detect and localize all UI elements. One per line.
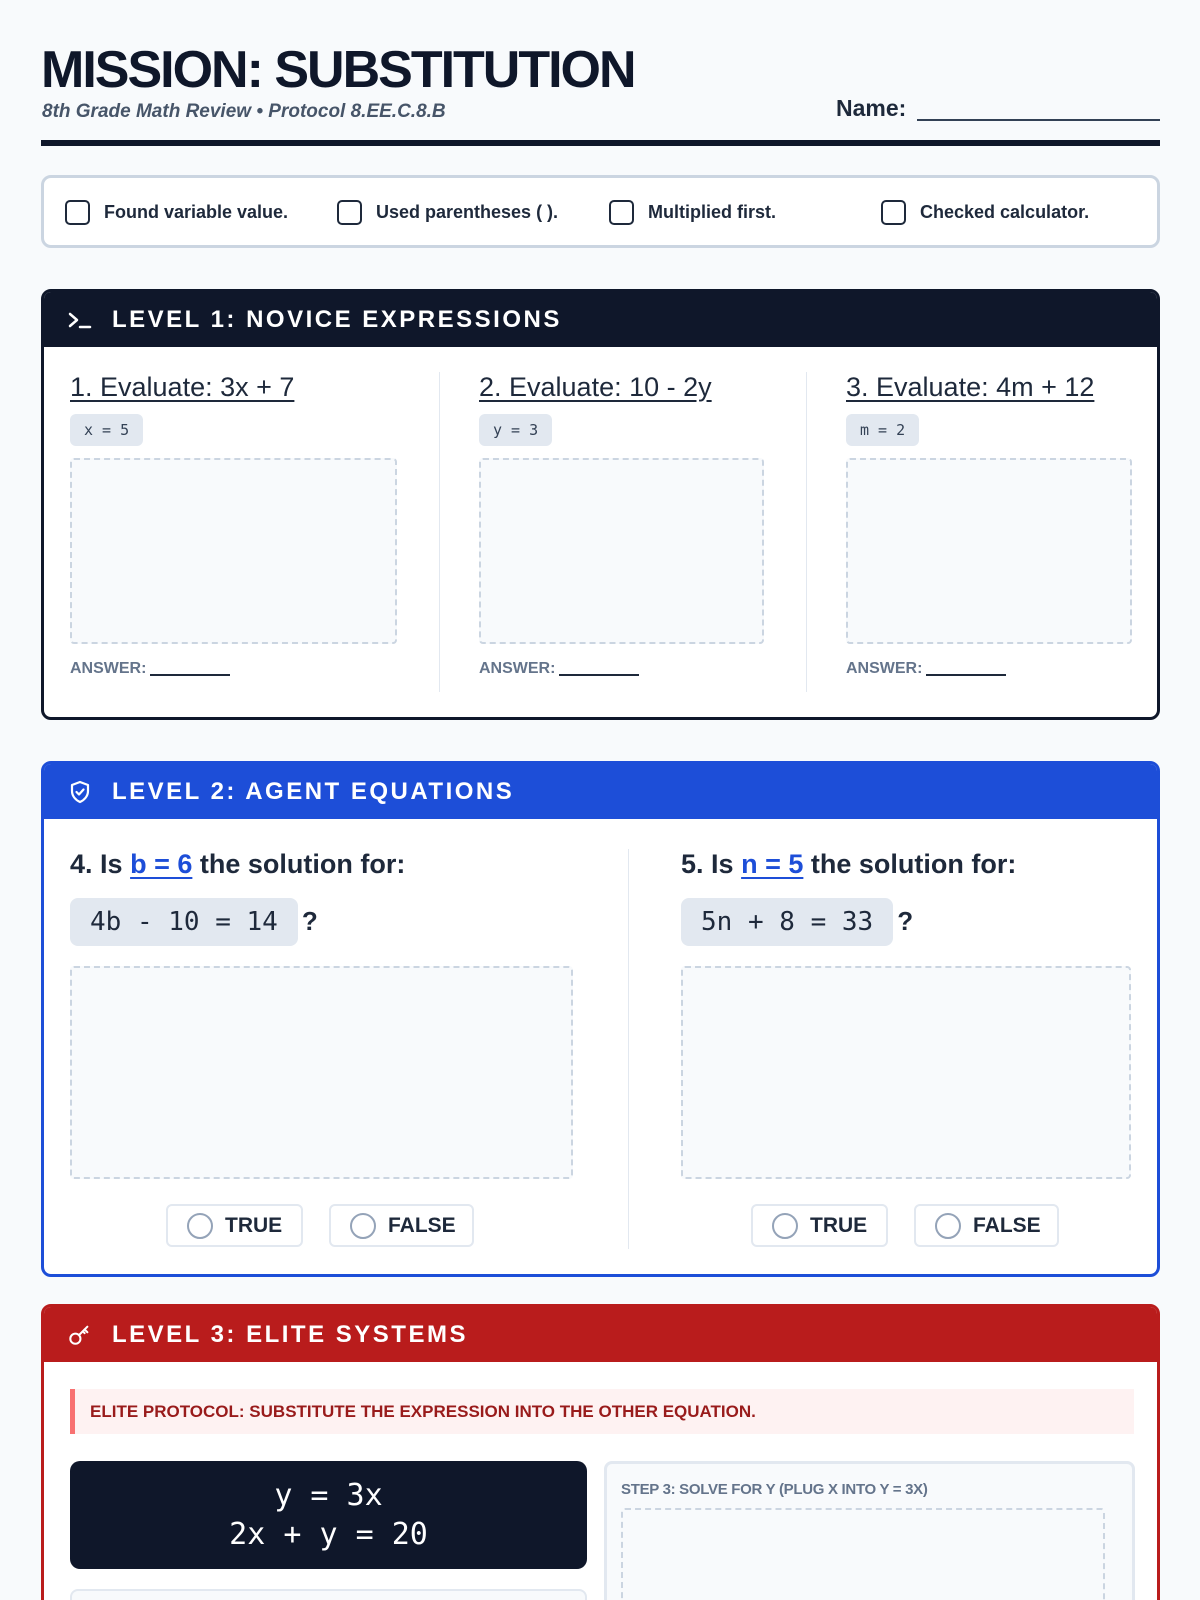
problem-2	[479, 372, 764, 678]
false-option[interactable]	[329, 1204, 474, 1247]
problem-4	[70, 849, 573, 1179]
equation-system	[70, 1461, 587, 1569]
answer-label: ANSWER:	[70, 660, 147, 677]
answer-label: ANSWER:	[846, 660, 923, 677]
variable-badge: y = 3	[479, 414, 552, 446]
question-suffix: the solution for:	[810, 849, 1017, 879]
level-1-title: LEVEL 1: NOVICE EXPRESSIONS	[112, 305, 562, 333]
true-label: TRUE	[225, 1213, 283, 1237]
equation-line: y = 3x	[274, 1478, 383, 1513]
shield-check-icon	[68, 780, 92, 804]
checkbox[interactable]	[881, 200, 906, 225]
question-suffix: the solution for:	[199, 849, 406, 879]
checkbox[interactable]	[609, 200, 634, 225]
checklist-item[interactable]	[609, 200, 776, 225]
level-2-title: LEVEL 2: AGENT EQUATIONS	[112, 777, 515, 805]
question-prefix: Is	[711, 849, 734, 879]
answer-field[interactable]	[926, 674, 1006, 676]
page-subtitle: 8th Grade Math Review • Protocol 8.EE.C.8.B	[42, 101, 446, 122]
true-option[interactable]	[751, 1204, 888, 1247]
level-3-title: LEVEL 3: ELITE SYSTEMS	[112, 1320, 468, 1348]
work-area[interactable]	[479, 458, 764, 644]
elite-protocol-alert	[70, 1389, 1134, 1434]
question-number: 5.	[681, 849, 704, 879]
equation-line: 2x + y = 20	[229, 1517, 428, 1552]
radio-icon[interactable]	[350, 1213, 376, 1239]
work-area[interactable]	[70, 458, 397, 644]
false-label: FALSE	[388, 1213, 456, 1237]
level-1-header	[44, 292, 1157, 347]
key-icon	[68, 1323, 92, 1347]
answer-field[interactable]	[150, 674, 230, 676]
question-title	[681, 849, 1131, 880]
level-2-panel	[41, 761, 1160, 1277]
variable-badge: m = 2	[846, 414, 919, 446]
question-mark: ?	[897, 906, 914, 936]
column-divider	[628, 849, 629, 1249]
work-area[interactable]	[621, 1508, 1105, 1600]
problem-5	[681, 849, 1131, 1179]
answer-label: ANSWER:	[479, 660, 556, 677]
step-3-card	[604, 1461, 1135, 1600]
step-3-label: STEP 3: SOLVE FOR Y (PLUG X INTO Y = 3X)	[621, 1481, 928, 1498]
checklist-label: Used parentheses ( ).	[376, 202, 559, 222]
problem-3	[846, 372, 1132, 678]
column-divider	[439, 372, 440, 692]
question-mark: ?	[301, 906, 318, 936]
false-label: FALSE	[973, 1213, 1041, 1237]
alert-text: ELITE PROTOCOL: SUBSTITUTE THE EXPRESSION INTO THE OTHER EQUATION.	[90, 1401, 756, 1421]
page-title: MISSION: SUBSTITUTION	[41, 41, 635, 99]
checklist-label: Found variable value.	[104, 202, 289, 222]
problem-title: 3. Evaluate: 4m + 12	[846, 372, 1095, 402]
name-label: Name:	[836, 95, 907, 121]
level-1-panel	[41, 289, 1160, 720]
equation-badge: 5n + 8 = 33	[681, 898, 893, 946]
checklist	[41, 175, 1160, 248]
column-divider	[806, 372, 807, 692]
worksheet-page	[41, 0, 1160, 1600]
work-area[interactable]	[681, 966, 1131, 1179]
false-option[interactable]	[914, 1204, 1059, 1247]
checklist-label: Multiplied first.	[648, 202, 776, 222]
problem-1	[70, 372, 397, 678]
radio-icon[interactable]	[772, 1213, 798, 1239]
checklist-item[interactable]	[337, 200, 558, 225]
variable-badge: x = 5	[70, 414, 143, 446]
level-2-header	[44, 764, 1157, 819]
step-card	[70, 1589, 587, 1600]
header-divider	[41, 140, 1160, 146]
candidate-value: n = 5	[741, 849, 804, 879]
true-option[interactable]	[166, 1204, 303, 1247]
terminal-icon	[68, 308, 92, 332]
radio-icon[interactable]	[935, 1213, 961, 1239]
checklist-label: Checked calculator.	[920, 202, 1090, 222]
radio-icon[interactable]	[187, 1213, 213, 1239]
candidate-value: b = 6	[130, 849, 193, 879]
question-prefix: Is	[100, 849, 123, 879]
work-area[interactable]	[846, 458, 1132, 644]
equation-badge: 4b - 10 = 14	[70, 898, 298, 946]
checkbox[interactable]	[337, 200, 362, 225]
work-area[interactable]	[70, 966, 573, 1179]
checklist-item[interactable]	[65, 200, 288, 225]
question-number: 4.	[70, 849, 93, 879]
name-field[interactable]	[917, 119, 1160, 121]
checkbox[interactable]	[65, 200, 90, 225]
level-3-header	[44, 1307, 1157, 1362]
checklist-item[interactable]	[881, 200, 1089, 225]
problem-title: 1. Evaluate: 3x + 7	[70, 372, 295, 402]
question-title	[70, 849, 573, 880]
level-3-panel	[41, 1304, 1160, 1600]
true-label: TRUE	[810, 1213, 868, 1237]
answer-field[interactable]	[559, 674, 639, 676]
problem-title: 2. Evaluate: 10 - 2y	[479, 372, 712, 402]
